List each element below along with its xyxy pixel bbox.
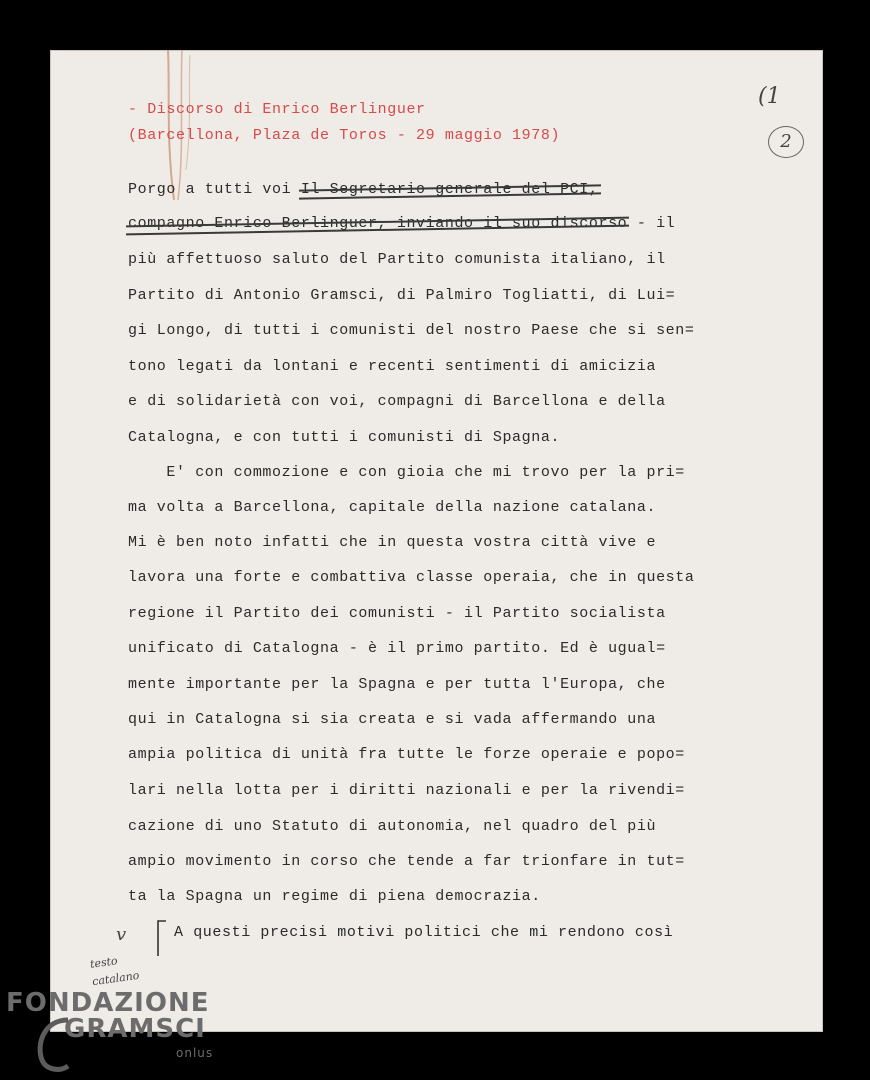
margin-note-line-1: testo [89, 954, 119, 971]
body-line: Partito di Antonio Gramsci, di Palmiro Togliatti, di Lui= [128, 287, 676, 304]
body-line-2 [128, 215, 675, 233]
margin-note-line-2: catalano [91, 968, 141, 989]
document-title: - Discorso di Enrico Berlinguer [128, 101, 426, 118]
handwritten-page-number: 2 [768, 126, 804, 158]
body-line: ma volta a Barcellona, capitale della nazione catalana. [128, 499, 657, 516]
watermark-line-3: onlus [176, 1046, 214, 1060]
body-line-1-start: Porgo a tutti voi [128, 181, 301, 198]
body-line: lavora una forte e combattiva classe operaia, che in questa [128, 569, 695, 586]
body-line: unificato di Catalogna - è il primo partito. Ed è ugual= [128, 640, 666, 657]
body-line: Catalogna, e con tutti i comunisti di Spagna. [128, 429, 561, 446]
body-line-1 [128, 181, 598, 199]
handwritten-tick-mark: v [116, 924, 127, 945]
handwritten-top-mark: (1 [758, 84, 781, 109]
struck-text-2: compagno Enrico Berlinguer, inviando il suo discorso [128, 215, 628, 232]
body-line: ta la Spagna un regime di piena democrazia. [128, 888, 541, 905]
document-subtitle: (Barcellona, Plaza de Toros - 29 maggio 1978) [128, 127, 561, 144]
body-line: ampio movimento in corso che tende a far trionfare in tut= [128, 853, 685, 870]
watermark-line-2: GRAMSCI [64, 1014, 206, 1044]
struck-text-1: Il Segretario generale del PCI, [300, 181, 599, 198]
bracket-mark-icon [152, 918, 168, 958]
body-line: più affettuoso saluto del Partito comunista italiano, il [128, 251, 666, 268]
body-line: regione il Partito dei comunisti - il Partito socialista [128, 605, 666, 622]
watermark-logo-icon [34, 1014, 74, 1076]
body-line: Mi è ben noto infatti che in questa vostra città vive e [128, 534, 657, 551]
body-line: ampia politica di unità fra tutte le forze operaie e popo= [128, 746, 685, 763]
body-line: cazione di uno Statuto di autonomia, nel quadro del più [128, 818, 657, 835]
body-line: tono legati da lontani e recenti sentimenti di amicizia [128, 358, 657, 375]
paper-stain-mark [160, 50, 200, 200]
body-line: gi Longo, di tutti i comunisti del nostro Paese che si sen= [128, 322, 695, 339]
body-line: E' con commozione e con gioia che mi trovo per la pri= [128, 464, 685, 481]
body-line: e di solidarietà con voi, compagni di Barcellona e della [128, 393, 666, 410]
body-last-line: A questi precisi motivi politici che mi rendono così [174, 924, 674, 941]
body-line: mente importante per la Spagna e per tutta l'Europa, che [128, 676, 666, 693]
watermark-line-1: FONDAZIONE [6, 988, 210, 1018]
body-line: qui in Catalogna si sia creata e si vada affermando una [128, 711, 657, 728]
body-line: lari nella lotta per i diritti nazionali e per la rivendi= [128, 782, 685, 799]
body-line-2-end: - il [627, 215, 676, 232]
